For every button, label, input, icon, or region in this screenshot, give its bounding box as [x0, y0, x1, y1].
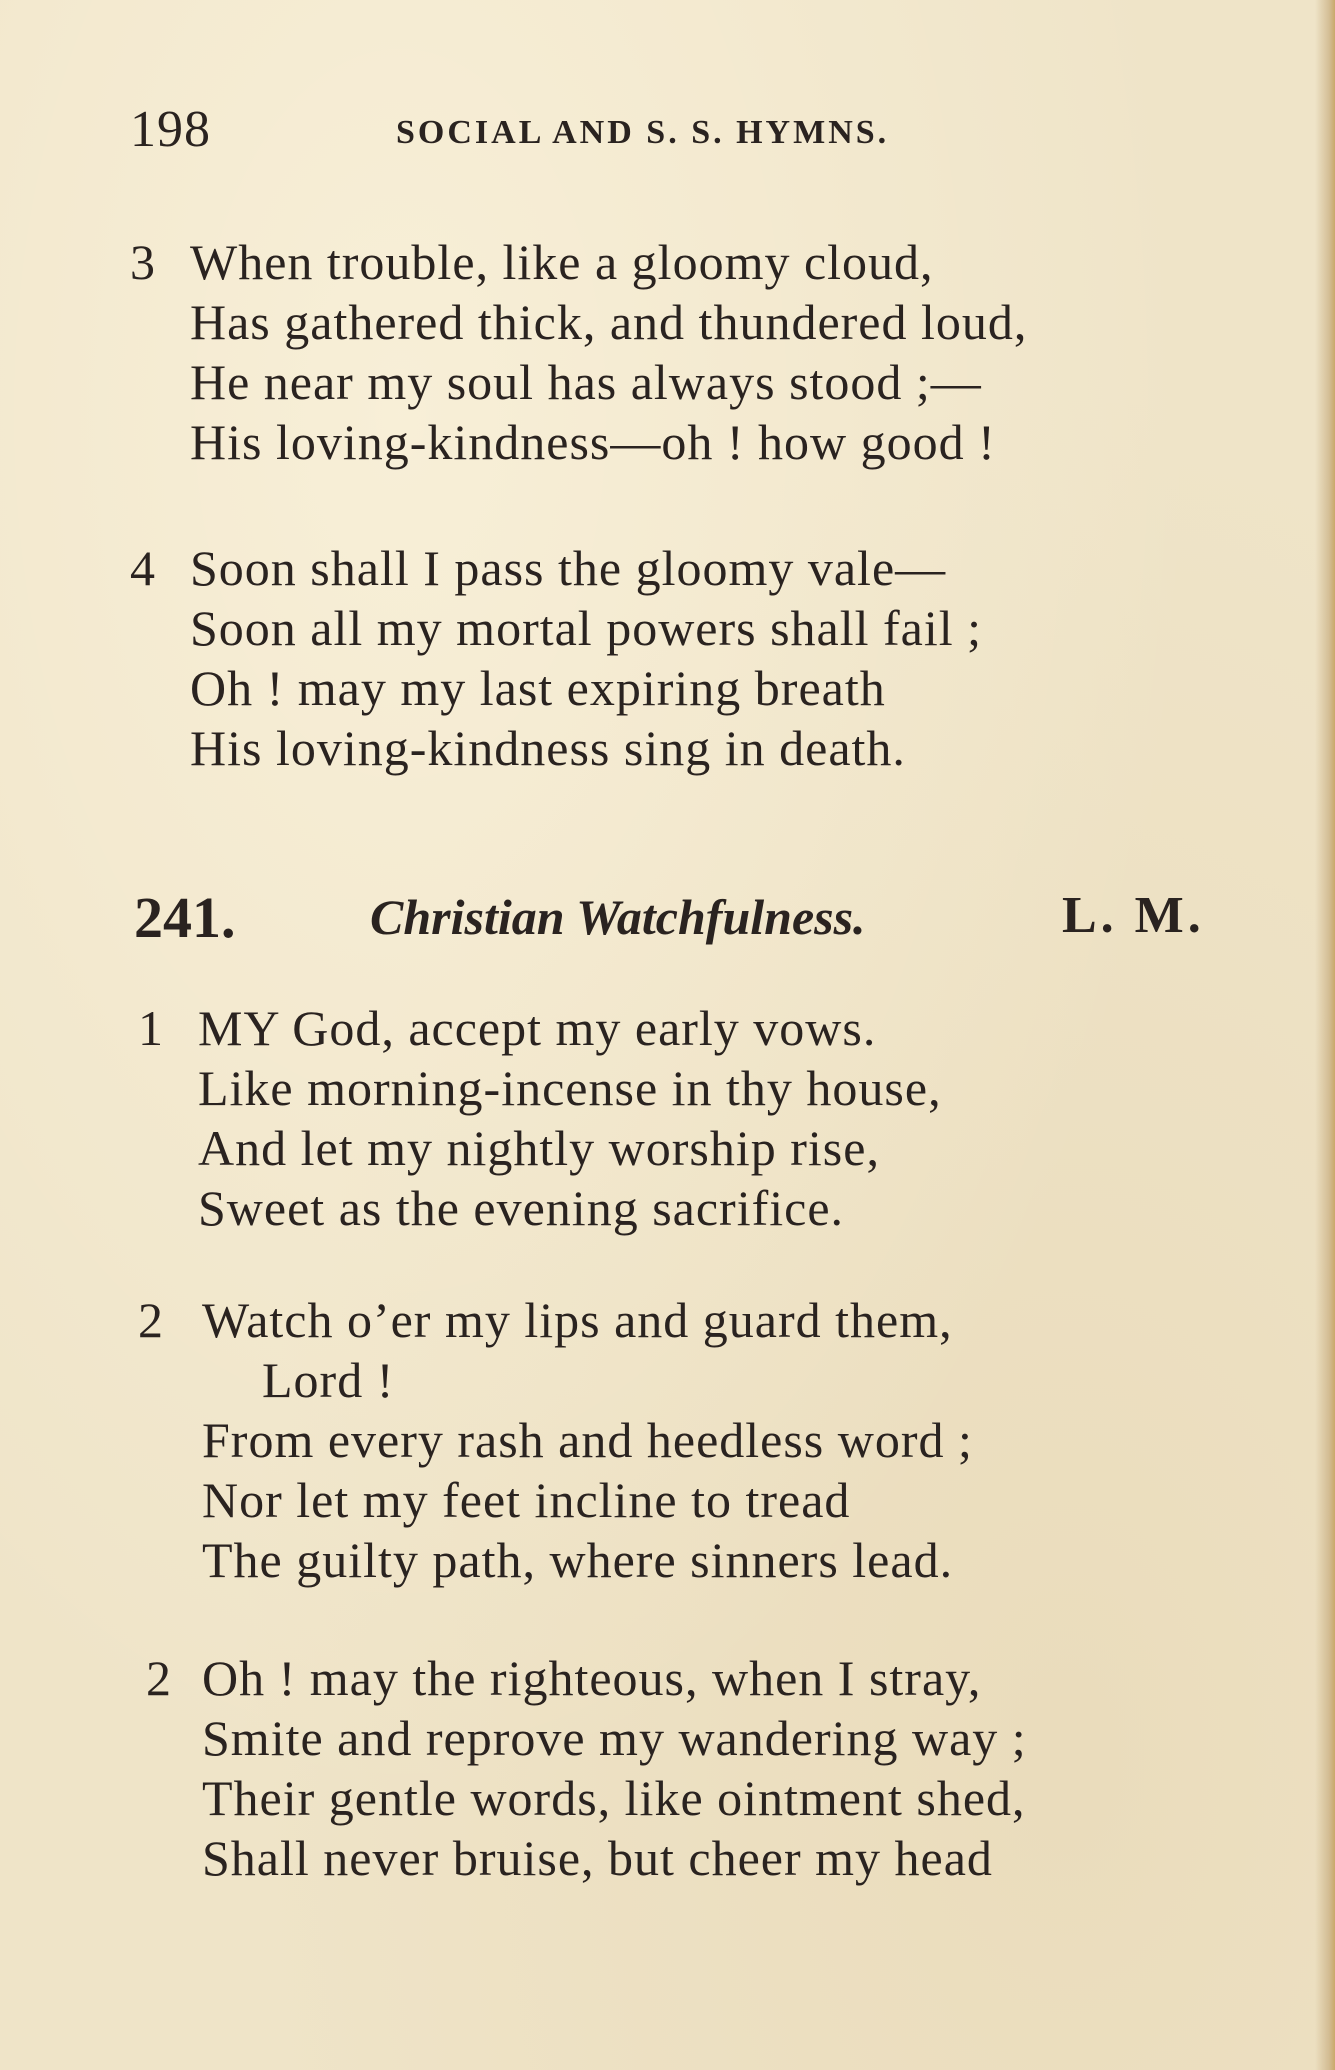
- verse-line: Nor let my feet incline to tread: [202, 1472, 851, 1528]
- verse-line: When trouble, like a gloomy cloud,: [190, 234, 934, 290]
- verse-line: Oh ! may the righteous, when I stray,: [202, 1650, 982, 1706]
- verse-line: Watch o’er my lips and guard them,: [202, 1292, 953, 1348]
- verse-line: Shall never bruise, but cheer my head: [202, 1830, 993, 1886]
- stanza: [130, 232, 1230, 472]
- stanza-lines: [202, 1290, 973, 1590]
- hymn-title: Christian Watchfulness.: [370, 889, 866, 945]
- stanza-number: 2: [138, 1292, 164, 1348]
- stanza-lines: [198, 998, 942, 1238]
- hymn-meter: L. M.: [1062, 887, 1205, 944]
- verse-line: Like morning-incense in thy house,: [198, 1060, 942, 1116]
- page-header: [130, 100, 1130, 170]
- verse-line: MY God, accept my early vows.: [198, 1000, 877, 1056]
- verse-line: Soon all my mortal powers shall fail ;: [190, 600, 983, 656]
- verse-line: And let my nightly worship rise,: [198, 1120, 880, 1176]
- verse-line: Sweet as the evening sacrifice.: [198, 1180, 845, 1236]
- verse-line: Has gathered thick, and thundered loud,: [190, 294, 1028, 350]
- verse-line: His loving-kindness—oh ! how good !: [190, 414, 996, 470]
- verse-line: Soon shall I pass the gloomy vale—: [190, 540, 947, 596]
- stanza-lines: [202, 1648, 1027, 1888]
- hymn-heading: [134, 884, 1234, 954]
- running-title: SOCIAL AND S. S. HYMNS.: [396, 114, 890, 151]
- page-edge: [1315, 0, 1335, 2070]
- stanza-number: 1: [138, 1000, 164, 1056]
- verse-line-continuation: Lord !: [262, 1352, 395, 1408]
- verse-line: Oh ! may my last expiring breath: [190, 660, 886, 716]
- stanza-number: 4: [130, 540, 156, 596]
- stanza: [138, 1290, 1238, 1590]
- stanza-lines: [190, 232, 1027, 472]
- stanza: [138, 998, 1238, 1238]
- stanza: [130, 538, 1230, 778]
- stanza: [146, 1648, 1246, 1888]
- verse-line: From every rash and heedless word ;: [202, 1412, 973, 1468]
- verse-line: His loving-kindness sing in death.: [190, 720, 906, 776]
- verse-line: Smite and reprove my wandering way ;: [202, 1710, 1027, 1766]
- page-number: 198: [130, 101, 211, 158]
- verse-line: He near my soul has always stood ;—: [190, 354, 982, 410]
- stanza-lines: [190, 538, 982, 778]
- verse-line: Their gentle words, like ointment shed,: [202, 1770, 1026, 1826]
- hymn-number: 241.: [134, 885, 236, 950]
- stanza-number: 3: [130, 234, 156, 290]
- verse-line: The guilty path, where sinners lead.: [202, 1532, 954, 1588]
- stanza-number: 2: [146, 1650, 172, 1706]
